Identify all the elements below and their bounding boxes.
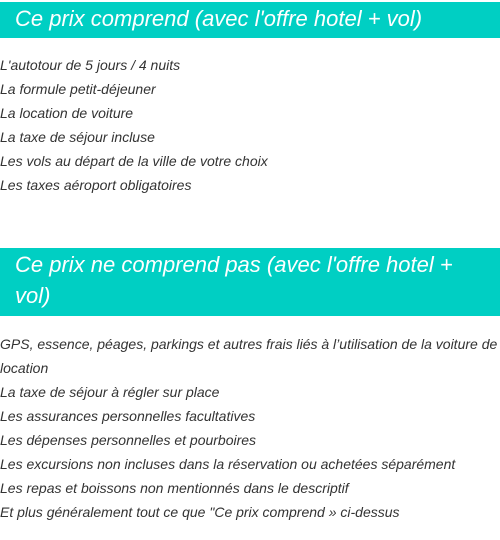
list-item: L'autotour de 5 jours / 4 nuits: [0, 57, 181, 73]
list-item: Les dépenses personnelles et pourboires: [0, 432, 257, 448]
list-item: La location de voiture: [0, 105, 134, 121]
list-item: Les excursions non incluses dans la réservation ou achetées séparément: [0, 456, 456, 472]
list-item: La taxe de séjour à régler sur place: [0, 384, 220, 400]
excluded-items-list: [0, 332, 500, 524]
included-section-title: Ce prix comprend (avec l'offre hotel + vol): [0, 2, 500, 38]
list-item: Et plus généralement tout ce que "Ce prix comprend » ci-dessus: [0, 504, 400, 520]
list-item: Les vols au départ de la ville de votre choix: [0, 153, 268, 169]
excluded-section-title: Ce prix ne comprend pas (avec l'offre hotel + vol): [0, 248, 500, 316]
included-items-list: [0, 53, 500, 197]
list-item: La formule petit-déjeuner: [0, 81, 156, 97]
list-item: Les repas et boissons non mentionnés dans le descriptif: [0, 480, 349, 496]
list-item: Les taxes aéroport obligatoires: [0, 177, 192, 193]
list-item: GPS, essence, péages, parkings et autres frais liés à l’utilisation de la voiture de location: [0, 336, 498, 376]
list-item: Les assurances personnelles facultatives: [0, 408, 256, 424]
list-item: La taxe de séjour incluse: [0, 129, 155, 145]
